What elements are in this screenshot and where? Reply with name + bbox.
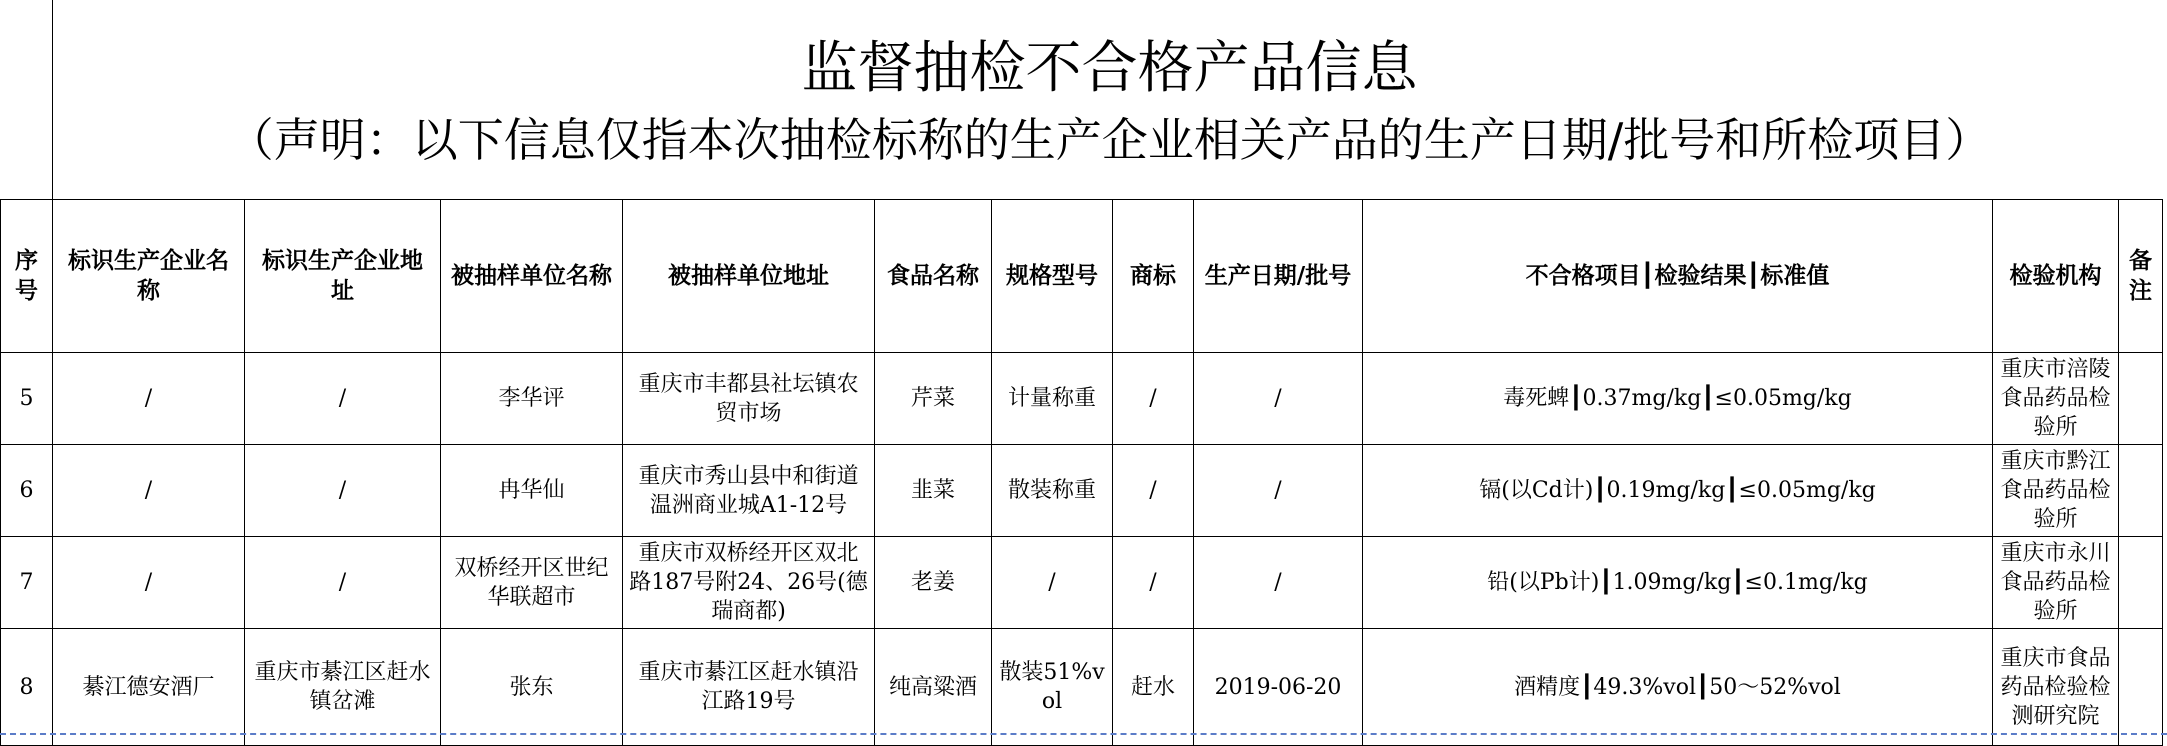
table-row	[1, 629, 2163, 746]
cell-production-date: 2019-06-20	[1194, 629, 1363, 746]
cell-sampled-unit-name: 张东	[441, 629, 623, 746]
cell-manufacturer-name: /	[53, 537, 245, 629]
cell-sampled-unit-name: 冉华仙	[441, 445, 623, 537]
page-break-line	[0, 733, 2167, 735]
cell-inspection-agency: 重庆市永川食品药品检验所	[1993, 537, 2119, 629]
header-cell-production-date: 生产日期/批号	[1194, 200, 1363, 353]
header-cell-sampled-unit-name: 被抽样单位名称	[441, 200, 623, 353]
cell-sampled-unit-name: 双桥经开区世纪华联超市	[441, 537, 623, 629]
cell-sampled-unit-address: 重庆市秀山县中和街道温洲商业城A1-12号	[623, 445, 875, 537]
cell-specification: 散装51%vol	[992, 629, 1113, 746]
cell-trademark: 赶水	[1113, 629, 1194, 746]
cell-trademark: /	[1113, 353, 1194, 445]
cell-manufacturer-address: /	[245, 445, 441, 537]
cell-specification: 计量称重	[992, 353, 1113, 445]
cell-failed-item: 铅(以Pb计)┃1.09mg/kg┃≤0.1mg/kg	[1363, 537, 1993, 629]
cell-sampled-unit-name: 李华评	[441, 353, 623, 445]
cell-specification: 散装称重	[992, 445, 1113, 537]
title-block	[52, 30, 2167, 172]
cell-index: 5	[1, 353, 53, 445]
header-cell-food-name: 食品名称	[875, 200, 992, 353]
cell-index: 6	[1, 445, 53, 537]
cell-inspection-agency: 重庆市涪陵食品药品检验所	[1993, 353, 2119, 445]
cell-food-name: 老姜	[875, 537, 992, 629]
cell-manufacturer-address: 重庆市綦江区赶水镇岔滩	[245, 629, 441, 746]
cell-failed-item: 酒精度┃49.3%vol┃50～52%vol	[1363, 629, 1993, 746]
cell-remarks	[2119, 445, 2163, 537]
header-cell-specification: 规格型号	[992, 200, 1113, 353]
header-cell-manufacturer-address: 标识生产企业地址	[245, 200, 441, 353]
cell-remarks	[2119, 629, 2163, 746]
cell-manufacturer-name: 綦江德安酒厂	[53, 629, 245, 746]
cell-inspection-agency: 重庆市黔江食品药品检验所	[1993, 445, 2119, 537]
cell-index: 8	[1, 629, 53, 746]
header-cell-sampled-unit-address: 被抽样单位地址	[623, 200, 875, 353]
table-row	[1, 445, 2163, 537]
document-title: 监督抽检不合格产品信息	[801, 36, 1418, 101]
cell-sampled-unit-address: 重庆市丰都县社坛镇农贸市场	[623, 353, 875, 445]
table-row	[1, 537, 2163, 629]
header-cell-inspection-agency: 检验机构	[1993, 200, 2119, 353]
noncompliant-products-table	[0, 199, 2163, 746]
cell-production-date: /	[1194, 445, 1363, 537]
cell-trademark: /	[1113, 537, 1194, 629]
cell-production-date: /	[1194, 353, 1363, 445]
table-row	[1, 353, 2163, 445]
document-subtitle: （声明：以下信息仅指本次抽检标称的生产企业相关产品的生产日期/批号和所检项目）	[227, 113, 1992, 167]
cell-index: 7	[1, 537, 53, 629]
header-row	[1, 200, 2163, 353]
header-cell-index: 序号	[1, 200, 53, 353]
header-cell-remarks: 备注	[2119, 200, 2163, 353]
cell-food-name: 纯高粱酒	[875, 629, 992, 746]
cell-sampled-unit-address: 重庆市綦江区赶水镇沿江路19号	[623, 629, 875, 746]
cell-food-name: 韭菜	[875, 445, 992, 537]
cell-failed-item: 毒死蜱┃0.37mg/kg┃≤0.05mg/kg	[1363, 353, 1993, 445]
cell-manufacturer-address: /	[245, 353, 441, 445]
cell-food-name: 芹菜	[875, 353, 992, 445]
cell-manufacturer-name: /	[53, 353, 245, 445]
header-cell-manufacturer-name: 标识生产企业名称	[53, 200, 245, 353]
header-cell-trademark: 商标	[1113, 200, 1194, 353]
cell-failed-item: 镉(以Cd计)┃0.19mg/kg┃≤0.05mg/kg	[1363, 445, 1993, 537]
cell-trademark: /	[1113, 445, 1194, 537]
cell-production-date: /	[1194, 537, 1363, 629]
cell-sampled-unit-address: 重庆市双桥经开区双北路187号附24、26号(德瑞商都)	[623, 537, 875, 629]
cell-remarks	[2119, 353, 2163, 445]
cell-specification: /	[992, 537, 1113, 629]
cell-remarks	[2119, 537, 2163, 629]
cell-inspection-agency: 重庆市食品药品检验检测研究院	[1993, 629, 2119, 746]
header-cell-failed-item: 不合格项目┃检验结果┃标准值	[1363, 200, 1993, 353]
cell-manufacturer-name: /	[53, 445, 245, 537]
cell-manufacturer-address: /	[245, 537, 441, 629]
